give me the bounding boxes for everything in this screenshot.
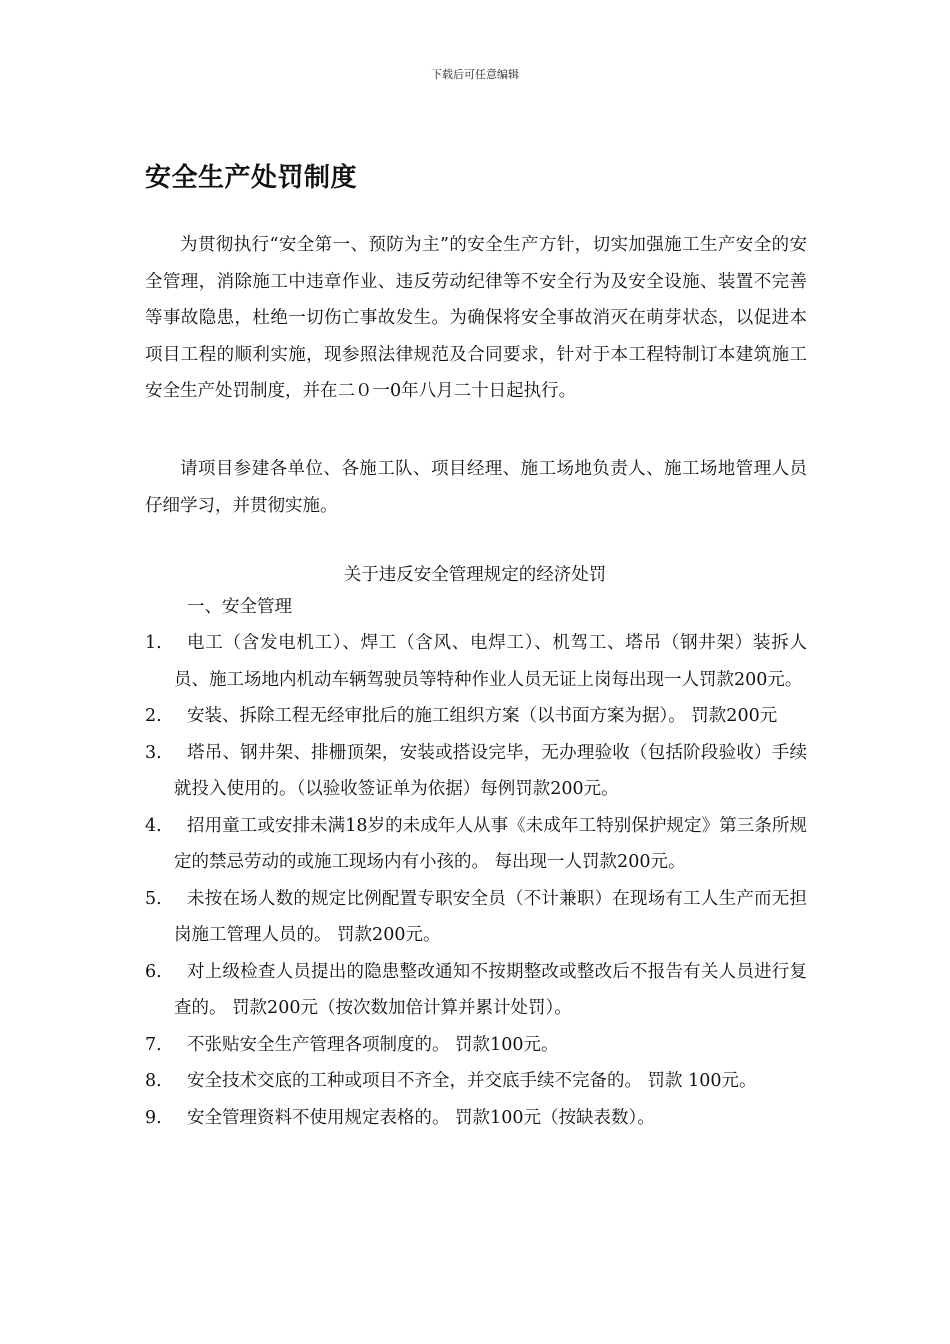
item-text: 安全管理资料不使用规定表格的。 罚款100元（按缺表数）。 (187, 1107, 655, 1128)
list-item (145, 808, 807, 881)
penalty-list (145, 625, 807, 1136)
list-item (145, 1027, 807, 1064)
item-text: 招用童工或安排未满18岁的未成年人从事《未成年工特别保护规定》第三条所规定的禁忌劳动的或施工现场内有小孩的。 每出现一人罚款200元。 (174, 815, 807, 872)
item-text: 安全技术交底的工种或项目不齐全，并交底手续不完备的。 罚款 100元。 (187, 1071, 757, 1091)
item-text: 不张贴安全生产管理各项制度的。 罚款100元。 (187, 1034, 559, 1055)
subsection-heading: 一、安全管理 (187, 597, 292, 617)
item-text: 安装、拆除工程无经审批后的施工组织方案（以书面方案为据）。 罚款200元 (187, 706, 778, 726)
list-item (145, 1100, 807, 1137)
item-number: 5. (145, 888, 162, 909)
item-text: 电工（含发电机工）、焊工（含风、电焊工）、机驾工、塔吊（钢井架）装拆人员、施工场地内机动车辆驾驶员等特种作业人员无证上岗每出现一人罚款200元。 (174, 633, 807, 690)
item-number: 7. (145, 1034, 162, 1055)
list-item (145, 698, 807, 735)
list-item (145, 954, 807, 1027)
item-text: 未按在场人数的规定比例配置专职安全员（不计兼职）在现场有工人生产而无担岗施工管理人员的。 罚款200元。 (174, 888, 807, 945)
list-item (145, 625, 807, 698)
item-number: 8. (145, 1071, 162, 1091)
item-number: 3. (145, 742, 162, 763)
item-text: 对上级检查人员提出的隐患整改通知不按期整改或整改后不报告有关人员进行复查的。 罚款200元（按次数加倍计算并累计处罚）。 (174, 961, 807, 1018)
list-item (145, 735, 807, 808)
list-item (145, 881, 807, 954)
document-title: 安全生产处罚制度 (145, 163, 358, 193)
item-number: 6. (145, 961, 162, 982)
intro-paragraph-2: 请项目参建各单位、各施工队、项目经理、施工场地负责人、施工场地管理人员仔细学习，并贯彻实施。 (145, 459, 807, 516)
item-number: 1. (145, 633, 162, 653)
list-item (145, 1063, 807, 1100)
item-number: 4. (145, 815, 162, 836)
section-heading: 关于违反安全管理规定的经济处罚 (343, 565, 607, 585)
intro-paragraph-1: 为贯彻执行“安全第一、预防为主”的安全生产方针，切实加强施工生产安全的安全管理，消除施工中违章作业、违反劳动纪律等不安全行为及安全设施、装置不完善等事故隐患，杜绝一切伤亡事故发生。为确保将安全事故消灭在萌芽状态，以促进本项目工程的顺利实施，现参照法律规范及合同要求，针对于本工程特制订本建筑施工安全生产处罚制度，并在二０一0年八月二十日起执行。 (145, 235, 807, 401)
item-number: 9. (145, 1107, 162, 1128)
item-text: 塔吊、钢井架、排栅顶架，安装或搭设完毕，无办理验收（包括阶段验收）手续就投入使用的。（以验收签证单为依据）每例罚款200元。 (174, 742, 807, 799)
item-number: 2. (145, 706, 162, 726)
header-note: 下载后可任意编辑 (431, 68, 519, 81)
